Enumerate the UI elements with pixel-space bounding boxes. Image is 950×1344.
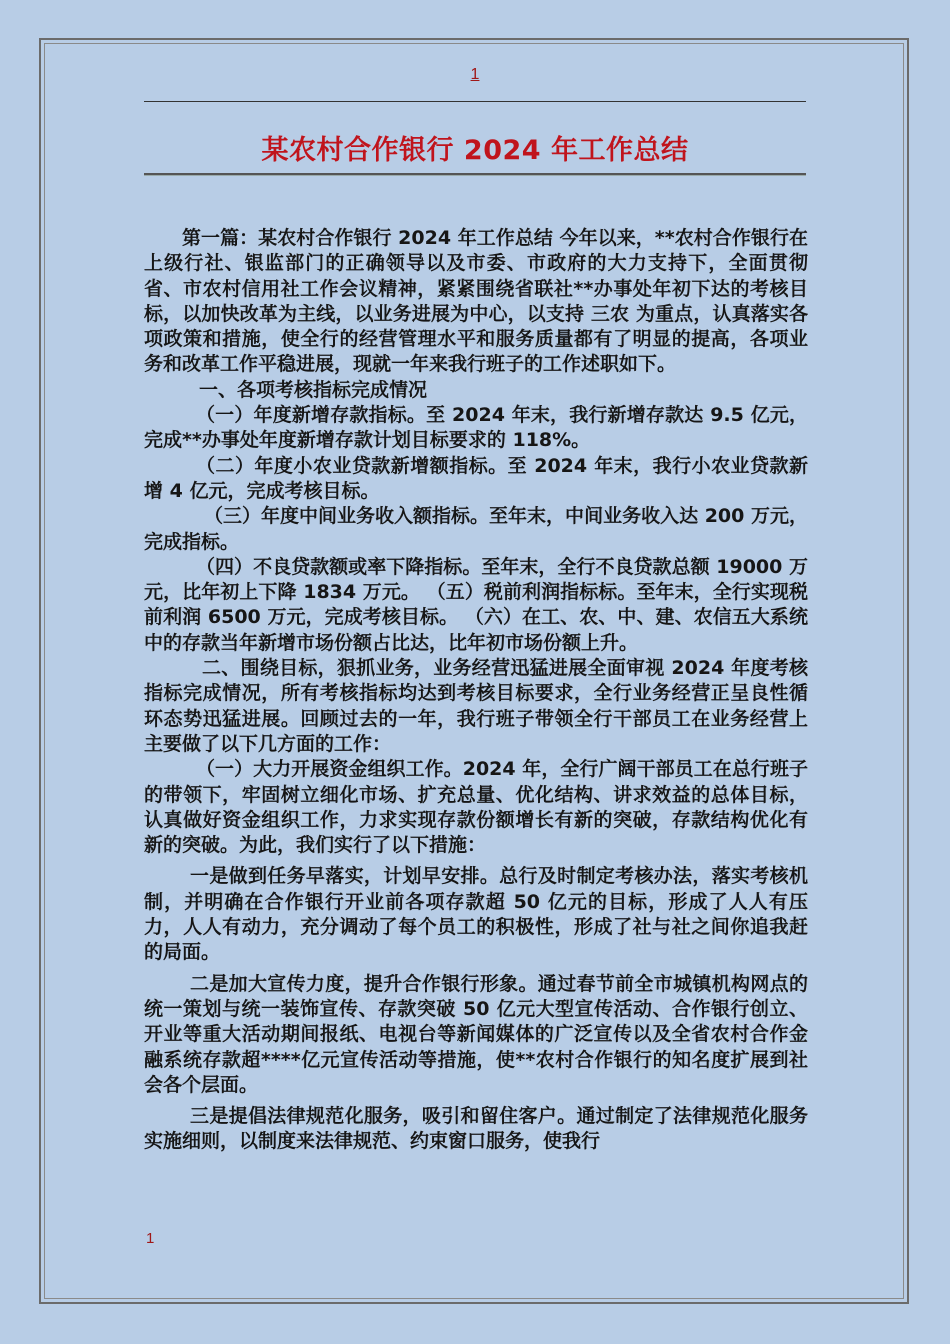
- document-title: 某农村合作银行 2024 年工作总结: [261, 135, 689, 166]
- body-paragraph: （四）不良贷款额或率下降指标。至年末，全行不良贷款总额 19000 万元，比年初上下降 1834 万元。 （五）税前利润指标标。至年末，全行实现税前利润 6500 万元，完成考核目标。 （六）在工、农、中、建、农信五大系统中的存款当年新增市场份额占比达，比年初市场份额上升。: [144, 555, 808, 654]
- body-paragraph: 二是加大宣传力度，提升合作银行形象。通过春节前全市城镇机构网点的统一策划与统一装饰宣传、存款突破 50 亿元大型宣传活动、合作银行创立、开业等重大活动期间报纸、电视台等新闻媒体的广泛宣传以及全省农村合作金融系统存款超****亿元宣传活动等措施，使**农村合作银行的知名度扩展到社会各个层面。: [144, 972, 808, 1096]
- body-paragraph: （二）年度小农业贷款新增额指标。至 2024 年末，我行小农业贷款新增 4 亿元，完成考核目标。: [144, 454, 808, 502]
- title-divider: [144, 173, 806, 175]
- body-paragraph: （一）大力开展资金组织工作。2024 年，全行广阔干部员工在总行班子的带领下，牢固树立细化市场、扩充总量、优化结构、讲求效益的总体目标，认真做好资金组织工作，力求实现存款份额增长有新的突破，存款结构优化有新的突破。为此，我们实行了以下措施：: [144, 758, 808, 857]
- body-paragraph: （一）年度新增存款指标。至 2024 年末，我行新增存款达 9.5 亿元，完成**办事处年度新增存款计划目标要求的 118%。: [144, 404, 808, 452]
- body-paragraph: （三）年度中间业务收入额指标。至年末，中间业务收入达 200 万元，完成指标。: [144, 505, 808, 553]
- header-divider: [144, 101, 806, 102]
- body-paragraph: 第一篇：某农村合作银行 2024 年工作总结 今年以来，**农村合作银行在上级行社、银监部门的正确领导以及市委、市政府的大力支持下，全面贯彻省、市农村信用社工作会议精神，紧紧围绕省联社**办事处年初下达的考核目标，以加快改革为主线，以业务进展为中心，以支持 三农 为重点，认真落实各项政策和措施，使全行的经营管理水平和服务质量都有了明显的提高，各项业务和改革工作平稳进展，现就一年来我行班子的工作述职如下。: [144, 227, 808, 376]
- section-heading: 二、围绕目标，狠抓业务，业务经营迅猛进展全面审视 2024 年度考核指标完成情况，所有考核指标均达到考核目标要求，全行业务经营正呈良性循环态势迅猛进展。回顾过去的一年，我行班子带领全行干部员工在业务经营上主要做了以下几方面的工作：: [144, 657, 808, 755]
- body-paragraph: 一是做到任务早落实，计划早安排。总行及时制定考核办法，落实考核机制，并明确在合作银行开业前各项存款超 50 亿元的目标，形成了人人有压力，人人有动力，充分调动了每个员工的积极性，形成了社与社之间你追我赶的局面。: [144, 865, 808, 964]
- document-body: [144, 226, 808, 1155]
- section-heading: 一、各项考核指标完成情况: [199, 378, 428, 401]
- footer-page-number: 1: [146, 1230, 155, 1247]
- header-page-number: 1: [470, 66, 480, 83]
- body-paragraph: 三是提倡法律规范化服务，吸引和留住客户。通过制定了法律规范化服务实施细则，以制度来法律规范、约束窗口服务，使我行: [144, 1105, 808, 1153]
